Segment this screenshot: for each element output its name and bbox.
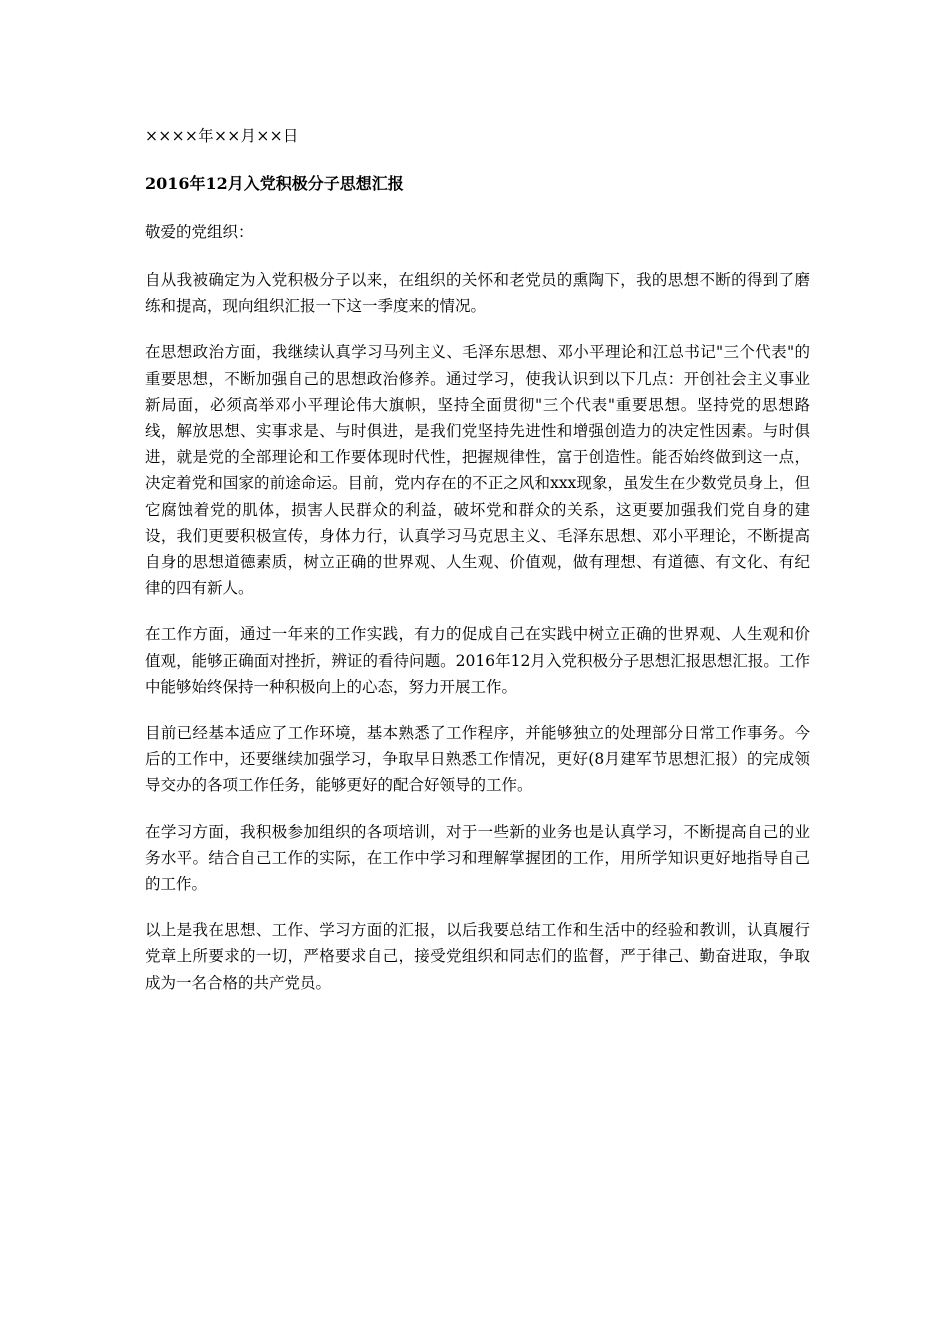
salutation: 敬爱的党组织： bbox=[145, 223, 254, 241]
paragraph-work-adaptation: 目前已经基本适应了工作环境，基本熟悉了工作程序，并能够独立的处理部分日常工作事务。今后的工作中，还要继续加强学习，争取早日熟悉工作情况，更好(8月建军节思想汇报）的完成领导交办的各项工作任务，能够更好的配合好领导的工作。 bbox=[145, 724, 810, 795]
paragraph-work: 在工作方面，通过一年来的工作实践，有力的促成自己在实践中树立正确的世界观、人生观和价值观，能够正确面对挫折，辨证的看待问题。2016年12月入党积极分子思想汇报思想汇报。工作中能够始终保持一种积极向上的心态，努力开展工作。 bbox=[145, 625, 810, 696]
paragraph-study: 在学习方面，我积极参加组织的各项培训，对于一些新的业务也是认真学习，不断提高自己的业务水平。结合自己工作的实际，在工作中学习和理解掌握团的工作，用所学知识更好地指导自己的工作。 bbox=[145, 822, 810, 894]
paragraph-political-thought: 在思想政治方面，我继续认真学习马列主义、毛泽东思想、邓小平理论和江总书记"三个代表"的重要思想，不断加强自己的思想政治修养。通过学习，使我认识到以下几点：开创社会主义事业新局面，必须高举邓小平理论伟大旗帜，坚持全面贯彻"三个代表"重要思想。坚持党的思想路线，解放思想、实事求是、与时俱进，是我们党坚持先进性和增强创造力的决定性因素。与时俱进，就是党的全部理论和工作要体现时代性，把握规律性，富于创造性。能否始终做到这一点，决定着党和国家的前途命运。目前，党内存在的不正之风和xxx现象，虽发生在少数党员身上，但它腐蚀着党的肌体，损害人民群众的利益，破坏党和群众的关系，这更要加强我们党自身的建设，我们更要积极宣传，身体力行，认真学习马克思主义、毛泽东思想、邓小平理论，不断提高自身的思想道德素质，树立正确的世界观、人生观、价值观，做有理想、有道德、有文化、有纪律的四有新人。 bbox=[145, 343, 810, 598]
document-page bbox=[145, 123, 810, 1016]
paragraph-intro: 自从我被确定为入党积极分子以来，在组织的关怀和老党员的熏陶下，我的思想不断的得到了磨练和提高，现向组织汇报一下这一季度来的情况。 bbox=[145, 271, 810, 316]
document-title: 2016年12月入党积极分子思想汇报 bbox=[145, 174, 404, 193]
date-line: ××××年××月××日 bbox=[145, 127, 299, 145]
paragraph-conclusion: 以上是我在思想、工作、学习方面的汇报，以后我要总结工作和生活中的经验和教训，认真履行党章上所要求的一切，严格要求自己，接受党组织和同志们的监督，严于律己、勤奋进取，争取成为一名合格的共产党员。 bbox=[145, 921, 810, 992]
